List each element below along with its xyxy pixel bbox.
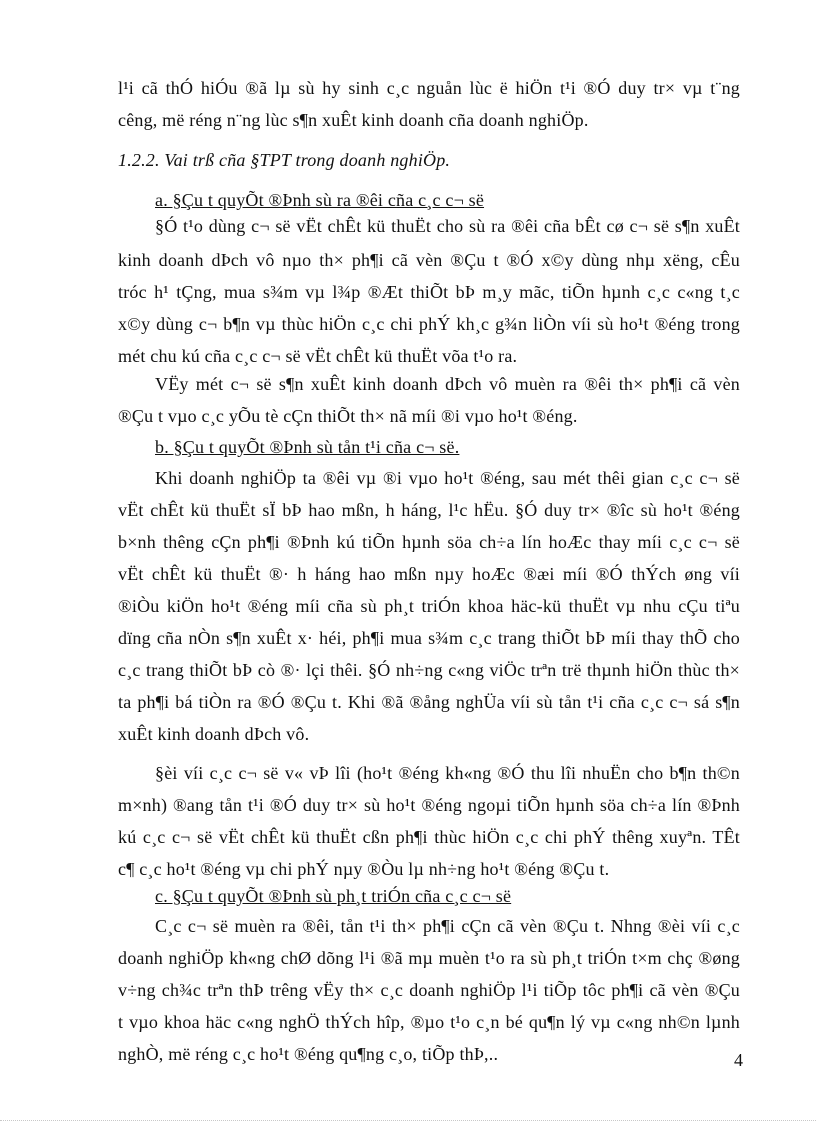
paragraph-line: doanh nghiÖp kh«ng chØ dõng l¹i ®ã mµ muèn t¹o ra sù ph¸t triÓn t×m chç ®øng xyxy=(118,948,740,968)
page-bottom-divider xyxy=(0,1120,816,1121)
subsection-heading: c. §Çu t quyÕt ®Þnh sù ph¸t triÓn cña c¸c c¬ së xyxy=(155,886,512,906)
page-number: 4 xyxy=(734,1050,743,1070)
paragraph-line: tróc h¹ tÇng, mua s¾m vµ l¾p ®Æt thiÕt bÞ m¸y mãc, tiÕn hµnh c¸c c«ng t¸c xyxy=(118,282,740,302)
paragraph-line: kinh doanh dÞch vô nµo th× ph¶i cã vèn ®Çu t ®Ó x©y dùng nhµ xëng, cÊu xyxy=(118,250,740,270)
paragraph-line: x©y dùng c¬ b¶n vµ thùc hiÖn c¸c chi phÝ kh¸c g¾n liÒn víi sù ho¹t ®éng trong xyxy=(118,314,740,334)
paragraph-line: dïng cña nÒn s¶n xuÊt x· héi, ph¶i mua s¾m c¸c trang thiÕt bÞ míi thay thÕ cho xyxy=(118,628,740,648)
paragraph-line: mét chu kú cña c¸c c¬ së vËt chÊt kü thuËt võa t¹o ra. xyxy=(118,346,518,366)
paragraph-line: C¸c c¬ së muèn ra ®êi, tån t¹i th× ph¶i cÇn cã vèn ®Çu t. Nhng ®èi víi c¸c xyxy=(155,916,740,936)
paragraph-line: nghÒ, më réng c¸c ho¹t ®éng qu¶ng c¸o, tiÕp thÞ,.. xyxy=(118,1044,499,1064)
paragraph-line: xuÊt kinh doanh dÞch vô. xyxy=(118,724,310,744)
paragraph-line: v÷ng ch¾c trªn thÞ trêng vËy th× c¸c doanh nghiÖp l¹i tiÕp tôc ph¶i cã vèn ®Çu xyxy=(118,980,740,1000)
subsection-heading: a. §Çu t quyÕt ®Þnh sù ra ®êi cña c¸c c¬ së xyxy=(155,190,485,210)
paragraph-line: ®Çu t vµo c¸c yÕu tè cÇn thiÕt th× nã míi ®i vµo ho¹t ®éng. xyxy=(118,406,578,426)
paragraph-line: vËt chÊt kü thuËt ®· h háng hao mßn nµy hoÆc ®æi míi ®Ó thÝch øng víi xyxy=(118,564,740,584)
paragraph-line: ®iÒu kiÖn ho¹t ®éng míi cña sù ph¸t triÓn khoa häc-kü thuËt vµ nhu cÇu tiªu xyxy=(118,596,740,616)
paragraph-line: vËt chÊt kü thuËt sÏ bÞ hao mßn, h háng, l¹c hËu. §Ó duy tr× ®îc sù ho¹t ®éng xyxy=(118,500,740,520)
paragraph-line: b×nh thêng cÇn ph¶i ®Þnh kú tiÕn hµnh söa ch÷a lín hoÆc thay míi c¸c c¬ së xyxy=(118,532,740,552)
paragraph-line: §èi víi c¸c c¬ së v« vÞ lîi (ho¹t ®éng kh«ng ®Ó thu lîi nhuËn cho b¶n th©n xyxy=(155,763,740,783)
paragraph-line: §Ó t¹o dùng c¬ së vËt chÊt kü thuËt cho sù ra ®êi cña bÊt cø c¬ së s¶n xuÊt xyxy=(155,216,740,236)
paragraph-line: m×nh) ®ang tån t¹i ®Ó duy tr× sù ho¹t ®éng ngoµi tiÕn hµnh söa ch÷a lín ®Þnh xyxy=(118,795,740,815)
paragraph-line: c¸c trang thiÕt bÞ cò ®· lçi thêi. §Ó nh÷ng c«ng viÖc trªn trë thµnh hiÖn thùc th× xyxy=(118,660,740,680)
paragraph-line: ta ph¶i bá tiÒn ra ®Ó ®Çu t. Khi ®ã ®ång nghÜa víi sù tån t¹i cña c¸c c¬ sá s¶n xyxy=(118,692,740,712)
paragraph-line: c¶ c¸c ho¹t ®éng vµ chi phÝ nµy ®Òu lµ nh÷ng ho¹t ®éng ®Çu t. xyxy=(118,859,610,879)
section-heading: 1.2.2. Vai trß cña §TPT trong doanh nghiÖp. xyxy=(118,150,451,170)
paragraph-line: Khi doanh nghiÖp ta ®êi vµ ®i vµo ho¹t ®éng, sau mét thêi gian c¸c c¬ së xyxy=(155,468,740,488)
paragraph-line: cêng, më réng n¨ng lùc s¶n xuÊt kinh doanh cña doanh nghiÖp. xyxy=(118,110,589,130)
paragraph-line: t vµo khoa häc c«ng nghÖ thÝch hîp, ®µo t¹o c¸n bé qu¶n lý vµ c«ng nh©n lµnh xyxy=(118,1012,740,1032)
paragraph-line: VËy mét c¬ së s¶n xuÊt kinh doanh dÞch vô muèn ra ®êi th× ph¶i cã vèn xyxy=(155,374,740,394)
subsection-heading: b. §Çu t quyÕt ®Þnh sù tån t¹i cña c¬ së. xyxy=(155,437,460,457)
paragraph-line: kú c¸c c¬ së vËt chÊt kü thuËt cßn ph¶i thùc hiÖn c¸c chi phÝ thêng xuyªn. TÊt xyxy=(118,827,740,847)
paragraph-line: l¹i cã thÓ hiÓu ®ã lµ sù hy sinh c¸c nguån lùc ë hiÖn t¹i ®Ó duy tr× vµ t¨ng xyxy=(118,78,740,98)
